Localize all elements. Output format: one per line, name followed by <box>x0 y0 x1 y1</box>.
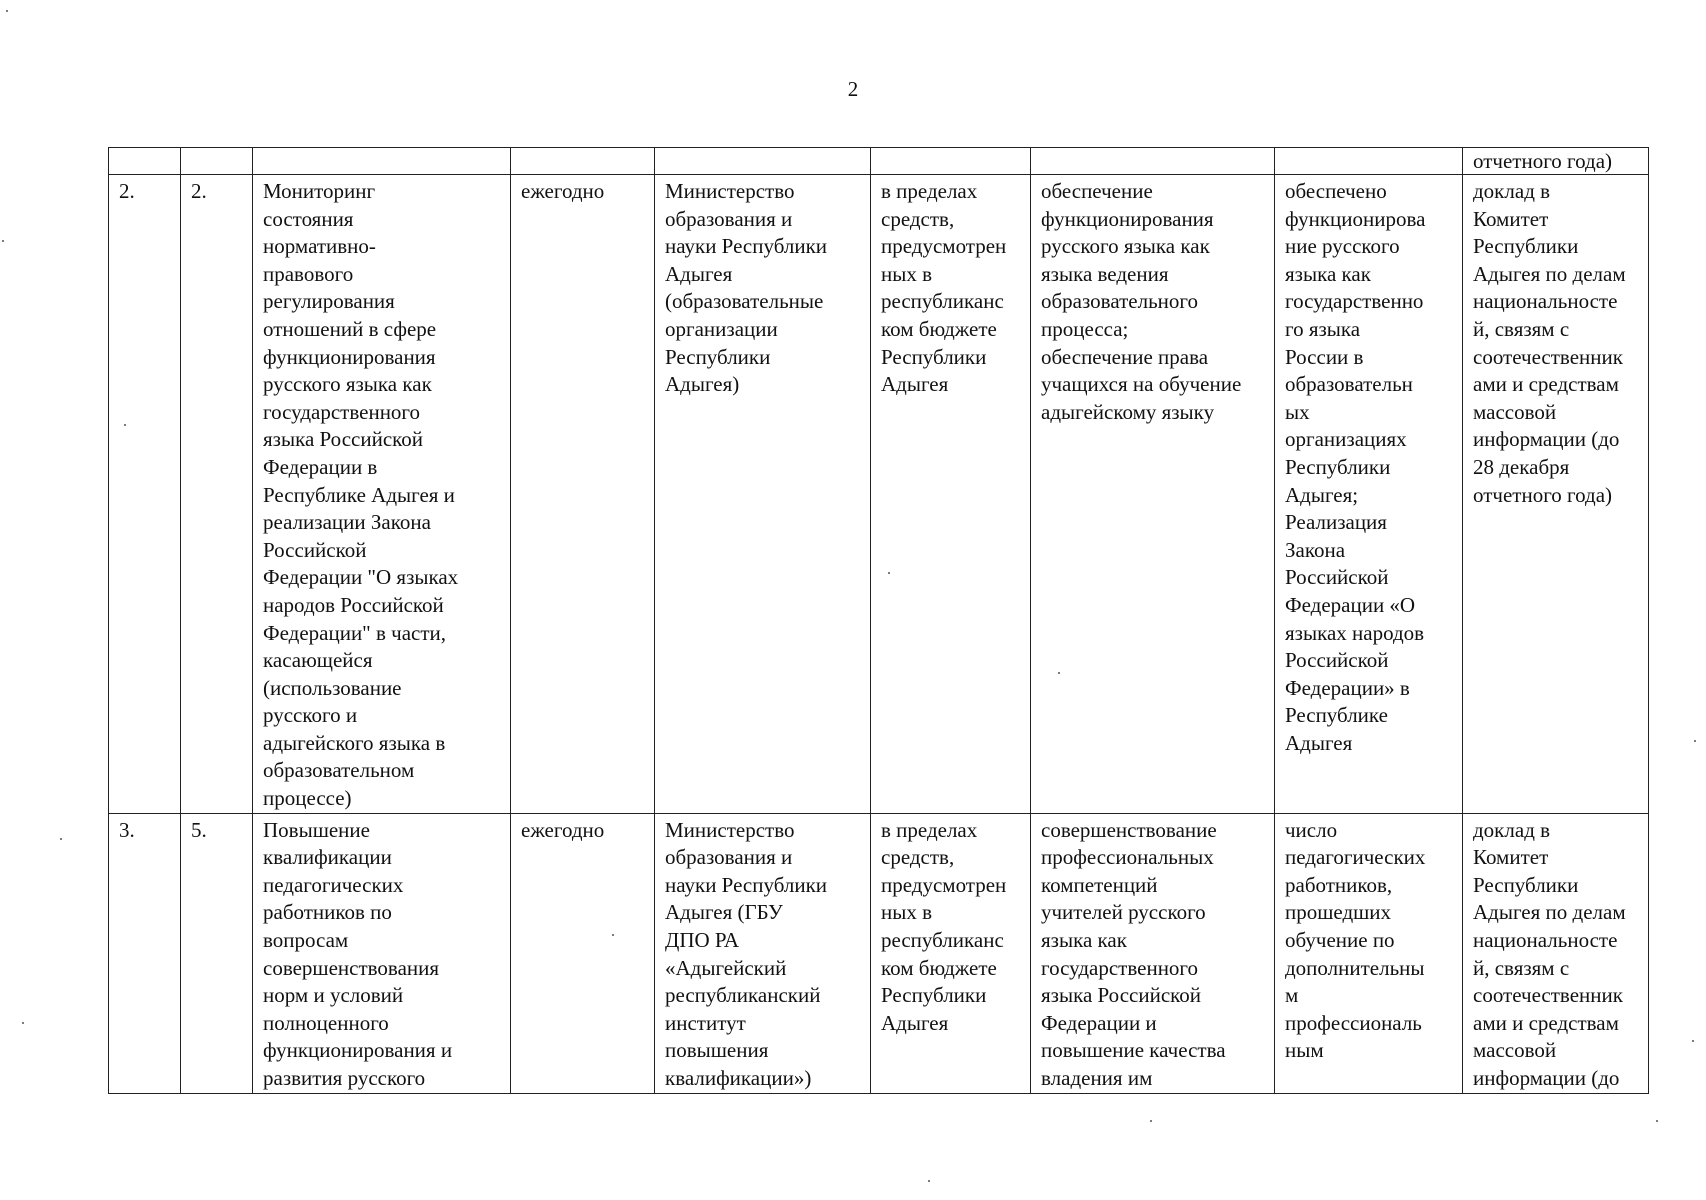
scan-speck <box>1150 1120 1152 1122</box>
cell-reporting: отчетного года) <box>1463 148 1649 175</box>
cell-responsible: Министерство образования и науки Республики Адыгея (ГБУ ДПО РА «Адыгейский республиканский институт повышения квалификации») <box>665 817 828 1090</box>
cell-responsible: Министерство образования и науки Республики Адыгея (образовательные организации Республики Адыгея) <box>655 175 871 814</box>
cell-funding: в пределах средств, предусмотрен ных в республиканс ком бюджете Республики Адыгея <box>881 817 1007 1035</box>
cell-funding-wrap <box>871 813 1031 1093</box>
cell-responsible-wrap <box>655 813 871 1093</box>
cell-activity: Повышение квалификации педагогических работников по вопросам совершенствования норм и условий полноценного функционирования и развития русского <box>263 817 453 1090</box>
cell-expected-result <box>1031 148 1275 175</box>
cell-expected-result: совершенствование профессиональных компетенций учителей русского языка как государственного языка Российской Федерации и повышение качества владения им <box>1041 817 1226 1090</box>
cell-number: 3. <box>119 817 135 842</box>
cell-indicator: число педагогических работников, прошедших обучение по дополнительны м профессиональ ным <box>1285 817 1426 1063</box>
cell-reporting-wrap <box>1463 813 1649 1093</box>
cell-deadline-wrap <box>511 813 655 1093</box>
scan-speck <box>60 838 62 840</box>
cell-activity: Мониторинг состояния нормативно- правового регулирования отношений в сфере функционирования русского языка как государственного языка Российской Федерации в Республике Адыгея и реализации Закона Российской Федерации "О языках народов Российской Федерации" в части, касающейся (использование русского и адыгейского языка в образовательном процессе) <box>253 175 511 814</box>
cell-item-number-wrap <box>181 813 253 1093</box>
cell-deadline <box>511 148 655 175</box>
table-row <box>109 175 1649 814</box>
cell-funding <box>871 148 1031 175</box>
cell-number <box>109 148 181 175</box>
cell-item-number: 5. <box>191 817 207 842</box>
table-row <box>109 813 1649 1093</box>
cell-expected-result: обеспечение функционирования русского языка как языка ведения образовательного процесса; обеспечение права учащихся на обучение адыгейскому языку <box>1031 175 1275 814</box>
scan-speck <box>612 934 614 936</box>
cell-activity <box>253 148 511 175</box>
cell-number: 2. <box>109 175 181 814</box>
scan-speck <box>6 10 8 12</box>
scan-speck <box>2 240 4 242</box>
continuation-row <box>109 148 1649 175</box>
cell-deadline: ежегодно <box>511 175 655 814</box>
cell-reporting: доклад в Комитет Республики Адыгея по делам национальносте й, связям с соотечественник ами и средствам массовой информации (до 28 декабря отчетного года) <box>1463 175 1649 814</box>
scan-speck <box>1694 740 1696 742</box>
cell-activity-wrap <box>253 813 511 1093</box>
cell-item-number <box>181 148 253 175</box>
scan-speck <box>124 424 126 426</box>
scan-speck <box>888 572 890 574</box>
scan-speck <box>22 1022 24 1024</box>
scan-speck <box>1656 1120 1658 1122</box>
cell-expected-result-wrap <box>1031 813 1275 1093</box>
scan-speck <box>1692 1040 1694 1042</box>
cell-responsible <box>655 148 871 175</box>
cell-funding: в пределах средств, предусмотрен ных в республиканс ком бюджете Республики Адыгея <box>871 175 1031 814</box>
cell-indicator-wrap <box>1275 813 1463 1093</box>
cell-indicator: обеспечено функционирова ние русского языка как государственно го языка России в образовательн ых организациях Республики Адыгея; Реализация Закона Российской Федерации «О языках народов Российской Федерации» в Республике Адыгея <box>1275 175 1463 814</box>
scan-speck <box>928 1180 930 1182</box>
scan-speck <box>1058 672 1060 674</box>
cell-reporting: доклад в Комитет Республики Адыгея по делам национальносте й, связям с соотечественник ами и средствам массовой информации (до <box>1473 817 1626 1090</box>
cell-deadline: ежегодно <box>521 817 605 842</box>
plan-table <box>108 147 1649 1094</box>
cell-item-number: 2. <box>181 175 253 814</box>
page-number: 2 <box>847 77 859 101</box>
cell-number-wrap <box>109 813 181 1093</box>
cell-indicator <box>1275 148 1463 175</box>
